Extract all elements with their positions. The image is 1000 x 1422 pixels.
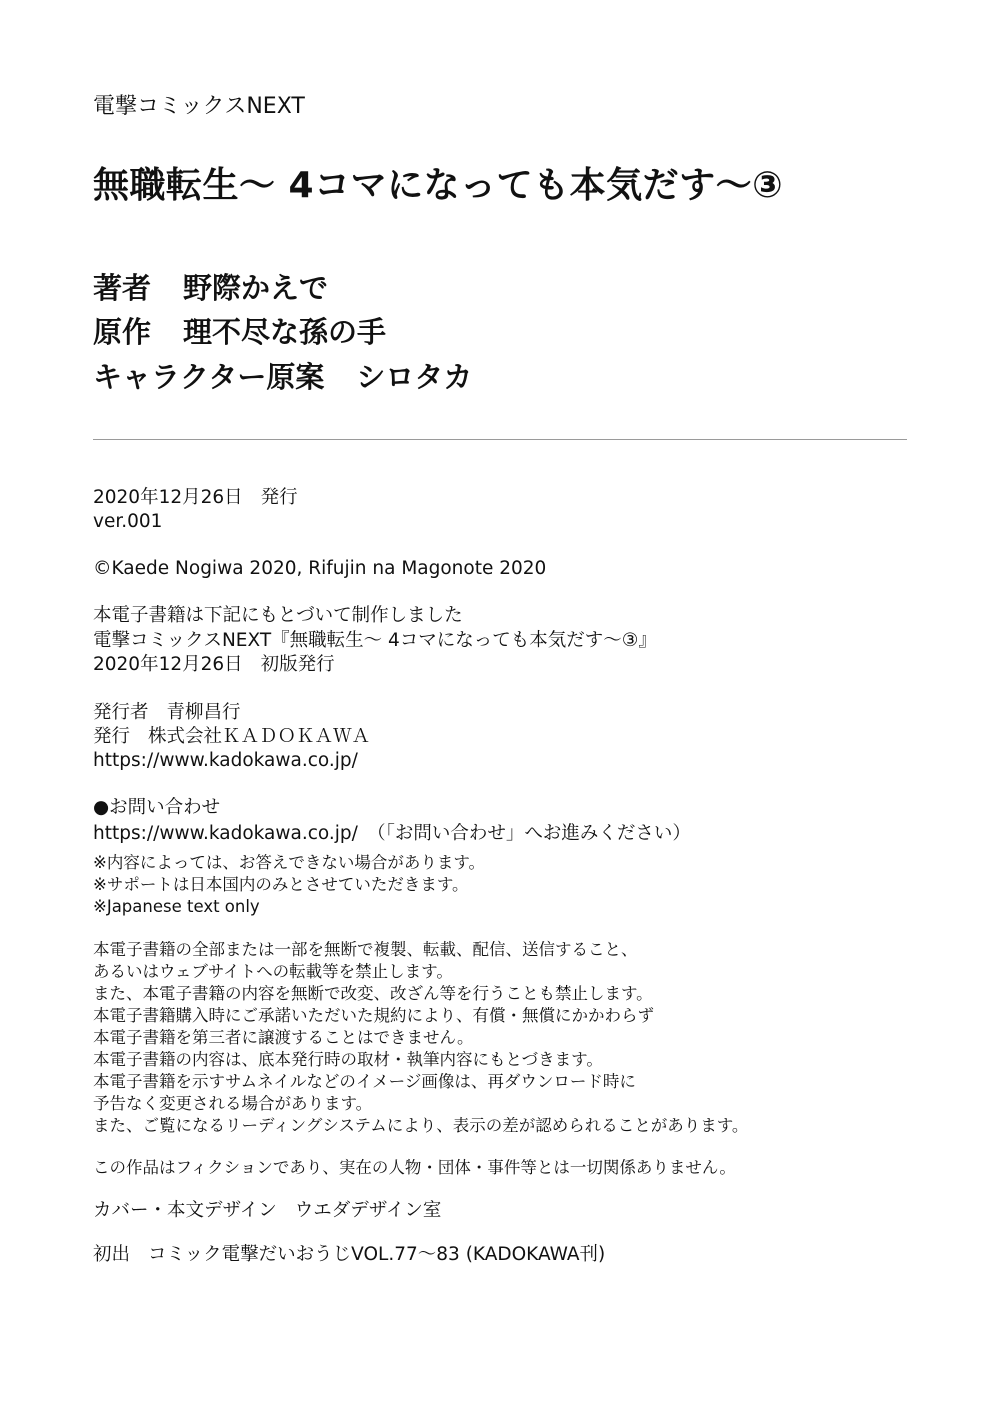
first-appearance-value: コミック電撃だいおうじVOL.77～83 (KADOKAWA刊) xyxy=(148,1244,606,1265)
legal-line: 本電子書籍の全部または一部を無断で複製、転載、配信、送信すること、 xyxy=(93,940,638,959)
book-title: 無職転生～ 4コマになっても本気だす～③ xyxy=(93,165,784,206)
contact-note: ※Japanese text only xyxy=(93,897,260,916)
contact-note: ※内容によっては、お答えできない場合があります。 xyxy=(93,853,486,872)
legal-line: 本電子書籍を第三者に譲渡することはできません。 xyxy=(93,1028,474,1047)
credit-role: 原作 xyxy=(93,315,152,349)
date-suffix: 発行 xyxy=(260,487,298,508)
contact-url[interactable]: https://www.kadokawa.co.jp/ （「お問い合わせ」へお進みください） xyxy=(93,823,691,844)
publisher-label: 発行 xyxy=(93,726,131,747)
design-label: カバー・本文デザイン xyxy=(93,1200,277,1221)
legal-line: あるいはウェブサイトへの転載等を禁止します。 xyxy=(93,962,453,981)
divider xyxy=(93,439,907,440)
date-suffix: 初版発行 xyxy=(260,654,335,675)
first-appearance xyxy=(93,1246,605,1265)
date-text: 2020年12月26日 xyxy=(93,487,243,508)
issuer-label: 発行者 xyxy=(93,702,149,723)
publisher-url[interactable]: https://www.kadokawa.co.jp/ xyxy=(93,750,358,771)
credit-name: シロタカ xyxy=(356,360,473,394)
copyright: ©Kaede Nogiwa 2020, Rifujin na Magonote 2020 xyxy=(93,558,547,579)
contact-heading: ●お問い合わせ xyxy=(93,797,221,818)
legal-line: 本電子書籍を示すサムネイルなどのイメージ画像は、再ダウンロード時に xyxy=(93,1072,636,1091)
design-credit xyxy=(93,1202,441,1221)
credit-original xyxy=(93,315,387,349)
legal-line: 本電子書籍の内容は、底本発行時の取材・執筆内容にもとづきます。 xyxy=(93,1050,603,1069)
legal-line: また、本電子書籍の内容を無断で改変、改ざん等を行うことも禁止します。 xyxy=(93,984,653,1003)
series-name: 電撃コミックスNEXT xyxy=(93,94,305,119)
legal-line: また、ご覧になるリーディングシステムにより、表示の差が認められることがあります。 xyxy=(93,1116,749,1135)
credit-name: 野際かえで xyxy=(183,271,329,305)
credit-character-design xyxy=(93,360,473,394)
source-line-2: 電撃コミックスNEXT『無職転生～ 4コマになっても本気だす～③』 xyxy=(93,630,657,651)
issuer xyxy=(93,704,241,723)
legal-line: 予告なく変更される場合があります。 xyxy=(93,1094,373,1113)
design-value: ウエダデザイン室 xyxy=(294,1200,442,1221)
legal-line: 本電子書籍購入時にご承諾いただいた規約により、有償・無償にかかわらず xyxy=(93,1006,654,1025)
publisher xyxy=(93,728,370,747)
publication-date xyxy=(93,489,298,508)
credit-name: 理不尽な孫の手 xyxy=(183,315,387,349)
contact-note: ※サポートは日本国内のみとさせていただきます。 xyxy=(93,875,469,894)
publisher-name: 株式会社ＫＡＤＯＫＡＷＡ xyxy=(148,726,371,747)
issuer-name: 青柳昌行 xyxy=(166,702,241,723)
fiction-notice: この作品はフィクションであり、実在の人物・団体・事件等とは一切関係ありません。 xyxy=(93,1158,736,1177)
date-text: 2020年12月26日 xyxy=(93,654,243,675)
credit-author xyxy=(93,271,329,305)
version: ver.001 xyxy=(93,511,163,532)
source-line-1: 本電子書籍は下記にもとづいて制作しました xyxy=(93,605,463,626)
first-appearance-label: 初出 xyxy=(93,1244,131,1265)
credit-role: キャラクター原案 xyxy=(93,360,325,394)
credit-role: 著者 xyxy=(93,271,152,305)
source-date xyxy=(93,656,335,675)
